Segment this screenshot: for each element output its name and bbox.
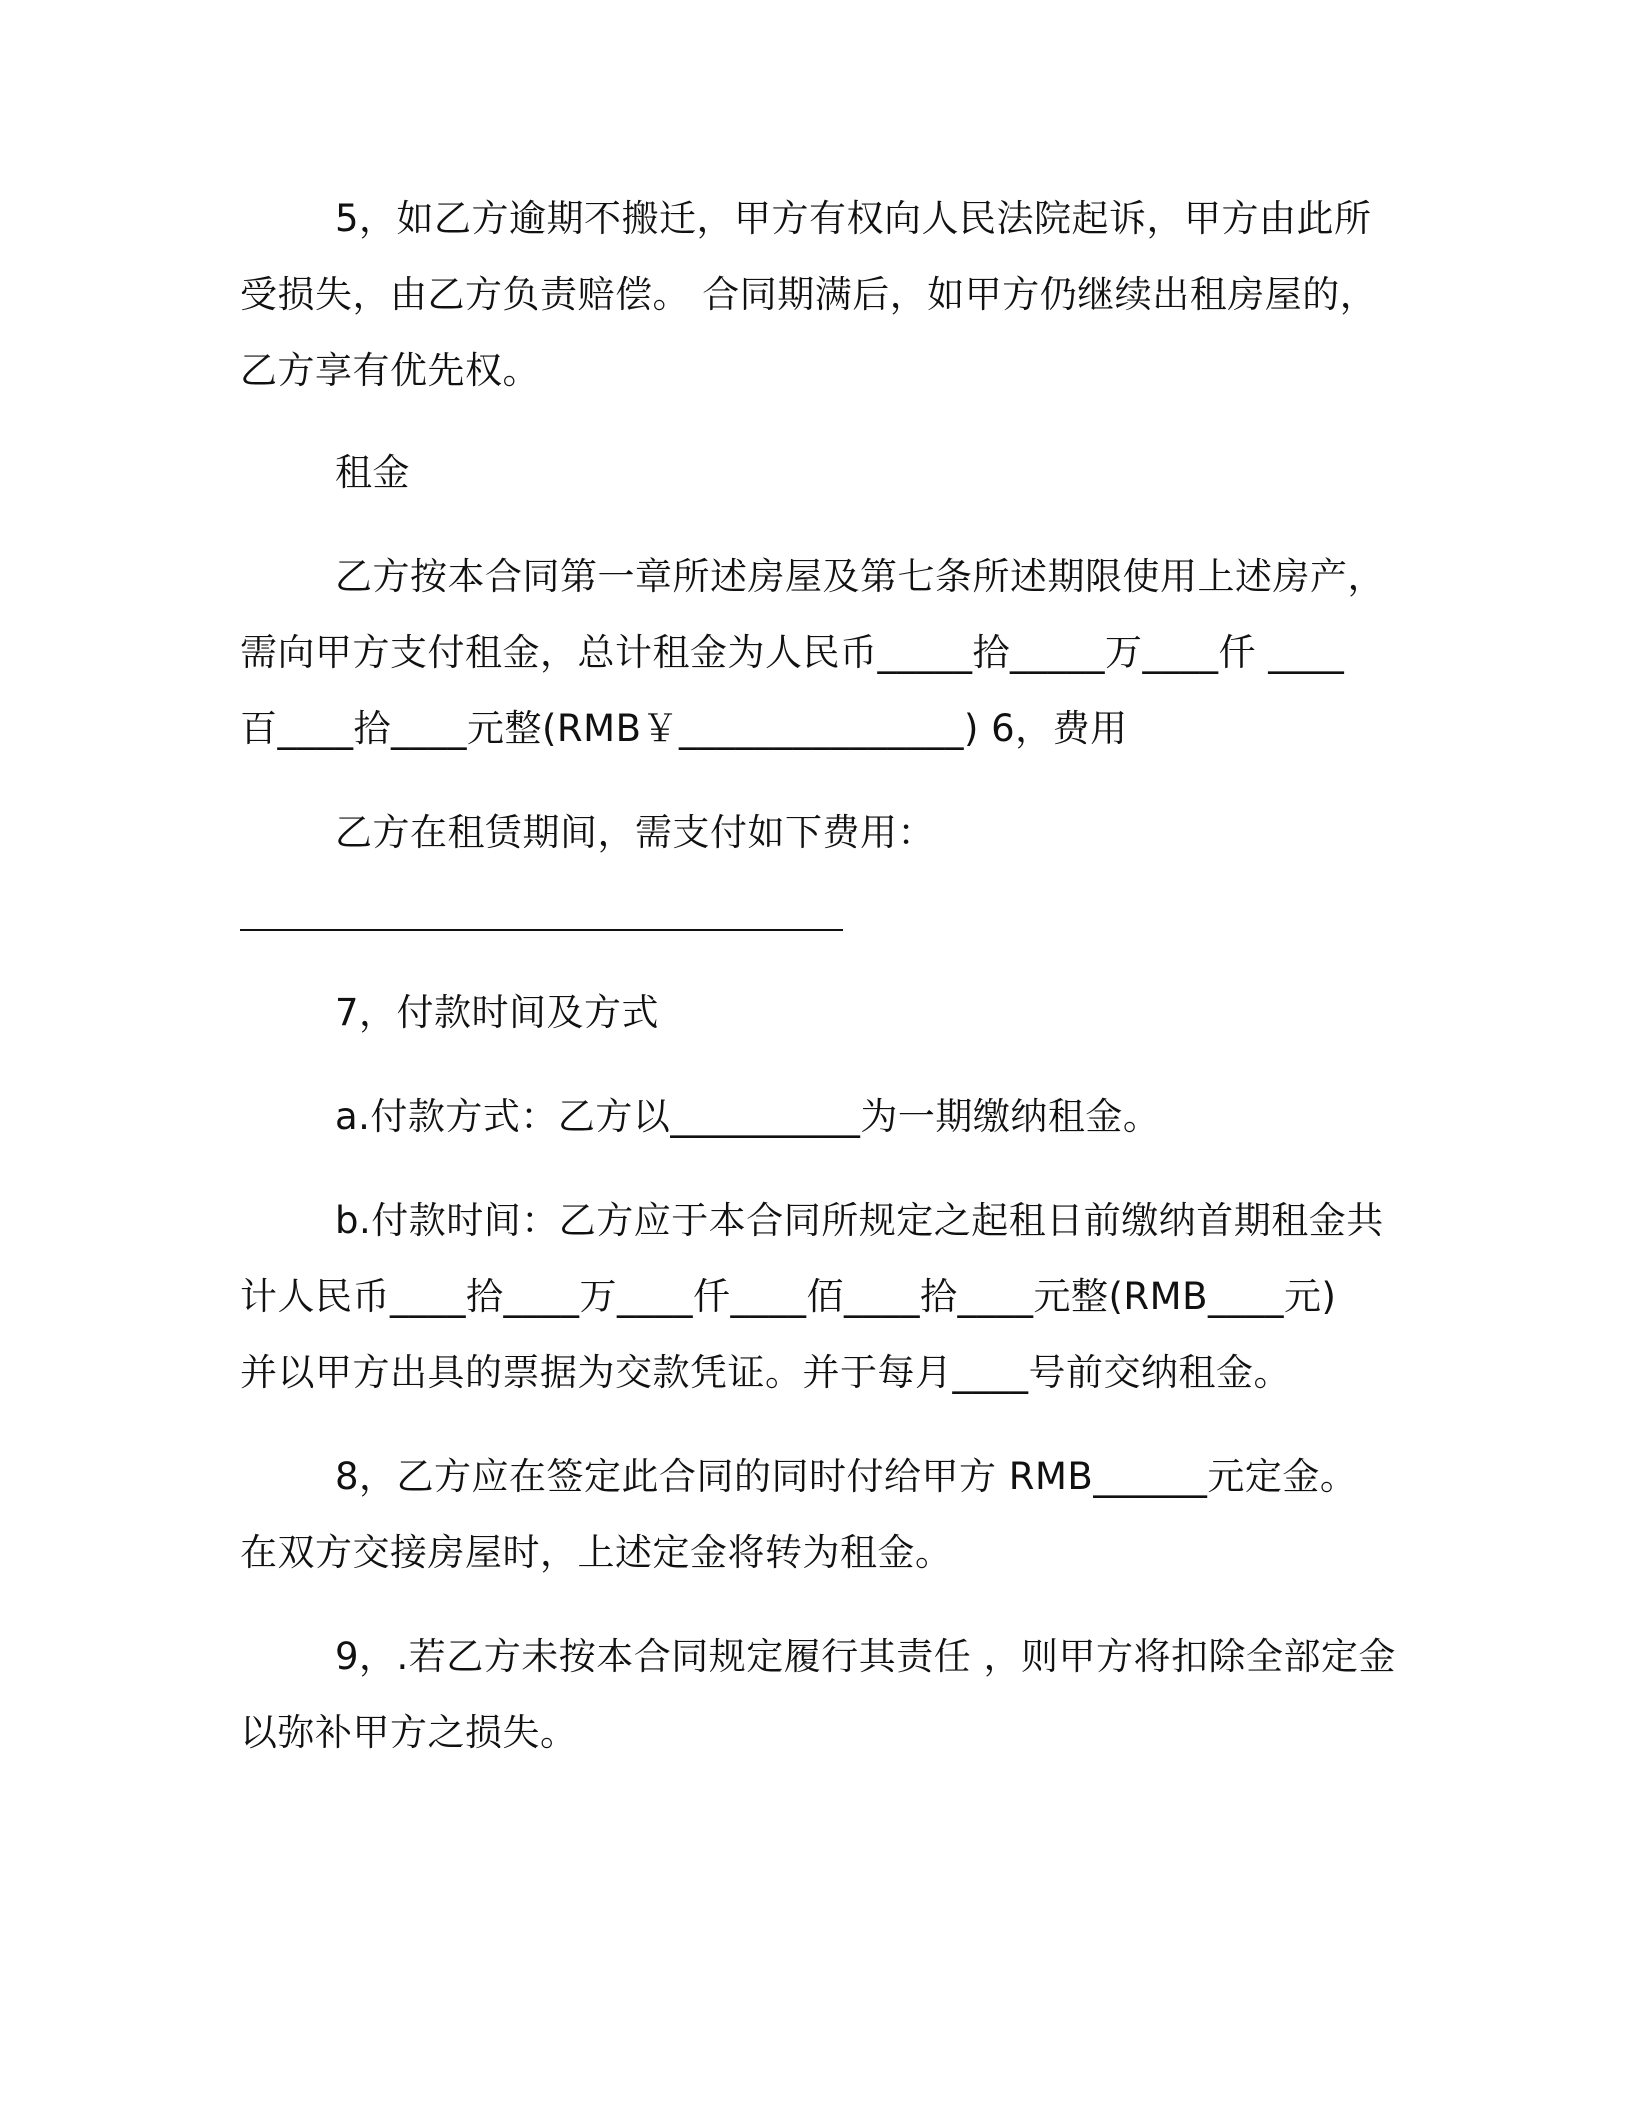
rent-paragraph-line-3: 百____拾____元整(RMB￥_______________) 6，费用 [240,707,1128,750]
payment-time-line-1: b.付款时间：乙方应于本合同所规定之起租日前缴纳首期租金共 [335,1199,1384,1242]
clause-8-line-1: 8，乙方应在签定此合同的同时付给甲方 RMB______元定金。 [335,1455,1358,1498]
payment-time-line-2: 计人民币____拾____万____仟____佰____拾____元整(RMB____元) [240,1275,1337,1318]
clause-8-line-2: 在双方交接房屋时，上述定金将转为租金。 [240,1531,953,1574]
payment-method: a.付款方式：乙方以__________为一期缴纳租金。 [335,1095,1161,1138]
clause-5-line-3: 乙方享有优先权。 [240,349,540,392]
fees-paragraph: 乙方在租赁期间，需支付如下费用： [335,811,935,854]
clause-7-heading: 7，付款时间及方式 [335,991,660,1034]
rent-paragraph-line-2: 需向甲方支付租金，总计租金为人民币_____拾_____万____仟 ____ [240,631,1345,674]
section-heading-rent: 租金 [335,451,410,494]
clause-5-line-2: 受损失，由乙方负责赔偿。 合同期满后，如甲方仍继续出租房屋的， [240,273,1378,316]
rent-paragraph-line-1: 乙方按本合同第一章所述房屋及第七条所述期限使用上述房产， [335,555,1385,598]
clause-9-line-2: 以弥补甲方之损失。 [240,1711,578,1754]
clause-9-line-1: 9，.若乙方未按本合同规定履行其责任 ，则甲方将扣除全部定金 [335,1635,1397,1678]
payment-time-line-3: 并以甲方出具的票据为交款凭证。并于每月____号前交纳租金。 [240,1351,1291,1394]
fees-blank-line [240,929,843,931]
clause-5-line-1: 5，如乙方逾期不搬迁，甲方有权向人民法院起诉，甲方由此所 [335,197,1372,240]
